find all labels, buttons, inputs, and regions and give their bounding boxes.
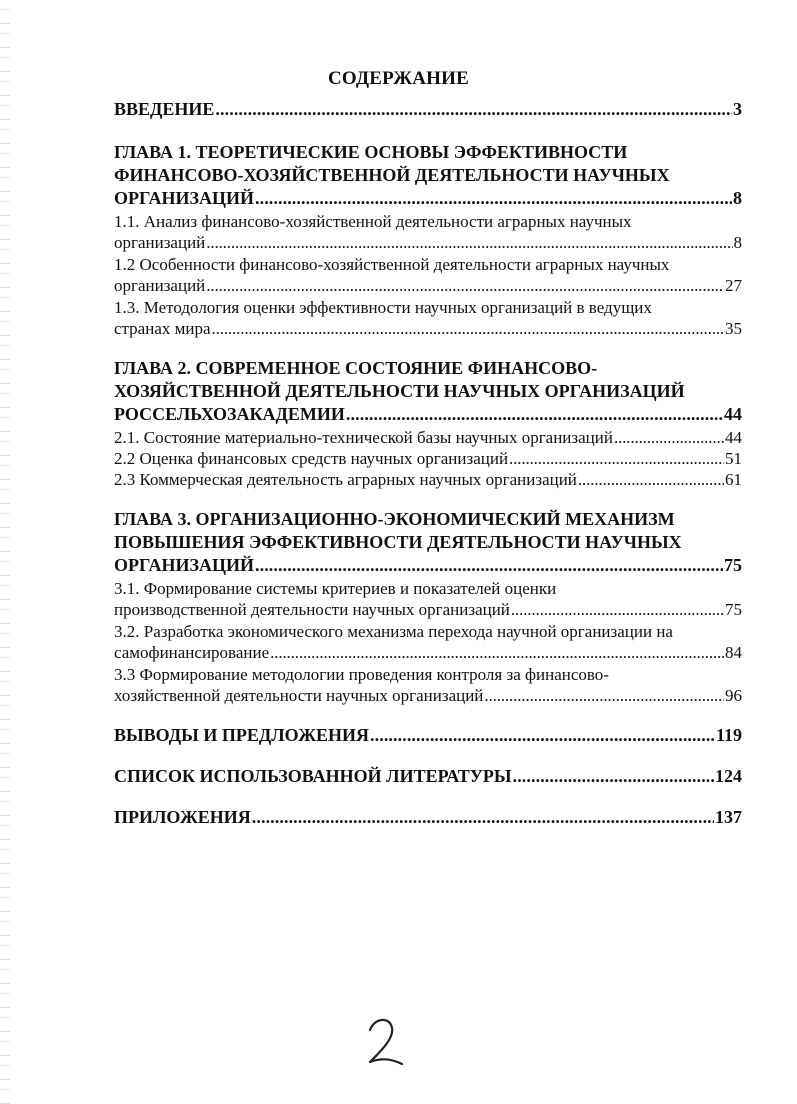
toc-chapter-2[interactable]	[114, 357, 742, 426]
dot-leader	[614, 427, 724, 448]
chapter-heading-line: РОССЕЛЬХОЗАКАДЕМИИ	[114, 404, 345, 424]
dot-leader	[578, 469, 724, 490]
toc-page-number: 8	[733, 188, 742, 208]
toc-section-2-3[interactable]	[114, 469, 742, 490]
toc-section-3-1[interactable]	[114, 578, 742, 620]
toc-chapter-3[interactable]	[114, 508, 742, 577]
toc-section-1-3[interactable]	[114, 297, 742, 339]
dot-leader	[206, 232, 732, 253]
toc-chapter-1[interactable]	[114, 141, 742, 210]
section-title-line: 2.3 Коммерческая деятельность аграрных научных организаций	[114, 470, 577, 489]
chapter-heading-line: ХОЗЯЙСТВЕННОЙ ДЕЯТЕЛЬНОСТИ НАУЧНЫХ ОРГАНИЗАЦИЙ	[114, 381, 685, 401]
toc-page-number: 84	[725, 643, 742, 662]
toc-title: СОДЕРЖАНИЕ	[328, 68, 469, 89]
toc-entry-intro[interactable]	[114, 98, 742, 121]
chapter-heading-line: ФИНАНСОВО-ХОЗЯЙСТВЕННОЙ ДЕЯТЕЛЬНОСТИ НАУЧНЫХ	[114, 165, 670, 185]
dot-leader	[484, 685, 724, 706]
dot-leader	[513, 765, 714, 788]
section-title-line: 1.1. Анализ финансово-хозяйственной деятельности аграрных научных	[114, 212, 632, 231]
section-title-line: 3.2. Разработка экономического механизма перехода научной организации на	[114, 622, 673, 641]
dot-leader	[212, 318, 724, 339]
chapter-heading-line: ОРГАНИЗАЦИЙ	[114, 188, 254, 208]
toc-section-2-2[interactable]	[114, 448, 742, 469]
section-title-line: 2.1. Состояние материально-технической базы научных организаций	[114, 428, 613, 447]
toc-page-number: 44	[725, 428, 742, 447]
section-title-line: 3.3 Формирование методологии проведения контроля за финансово-	[114, 665, 609, 684]
toc-page-number: 119	[715, 725, 742, 745]
dot-leader	[346, 403, 723, 426]
dot-leader	[255, 554, 723, 577]
dot-leader	[206, 275, 724, 296]
chapter-heading-line: ГЛАВА 2. СОВРЕМЕННОЕ СОСТОЯНИЕ ФИНАНСОВО-	[114, 358, 598, 378]
toc-page-number: 44	[724, 404, 742, 424]
section-title-line: самофинансирование	[114, 643, 270, 662]
dot-leader	[509, 448, 724, 469]
toc-page-number: 75	[725, 600, 742, 619]
section-title-line: 2.2 Оценка финансовых средств научных организаций	[114, 449, 509, 468]
toc-section-3-2[interactable]	[114, 621, 742, 663]
toc-page-number: 61	[725, 470, 742, 489]
table-of-contents	[114, 98, 742, 829]
section-title-line: организаций	[114, 276, 206, 295]
toc-entry-appendix[interactable]	[114, 806, 742, 829]
scan-edge-noise	[0, 0, 10, 1104]
section-title-line: хозяйственной деятельности научных организаций	[114, 686, 484, 705]
dot-leader	[252, 806, 714, 829]
toc-page-number: 3	[733, 99, 742, 119]
toc-entry-conclusions[interactable]	[114, 724, 742, 747]
toc-page-number: 35	[725, 319, 742, 338]
toc-page-number: 27	[725, 276, 742, 295]
toc-section-3-3[interactable]	[114, 664, 742, 706]
dot-leader	[255, 187, 732, 210]
toc-page-number: 51	[725, 449, 742, 468]
toc-entry-label: ПРИЛОЖЕНИЯ	[114, 807, 251, 827]
section-title-line: организаций	[114, 233, 206, 252]
section-title-line: 3.1. Формирование системы критериев и показателей оценки	[114, 579, 557, 598]
toc-section-2-1[interactable]	[114, 427, 742, 448]
section-title-line: странах мира	[114, 319, 211, 338]
toc-entry-label: ВВЕДЕНИЕ	[114, 99, 215, 119]
toc-entry-label: ВЫВОДЫ И ПРЕДЛОЖЕНИЯ	[114, 725, 370, 745]
section-title-line: производственной деятельности научных организаций	[114, 600, 510, 619]
dot-leader	[370, 724, 715, 747]
dot-leader	[511, 599, 724, 620]
chapter-heading-line: ПОВЫШЕНИЯ ЭФФЕКТИВНОСТИ ДЕЯТЕЛЬНОСТИ НАУЧНЫХ	[114, 532, 682, 552]
toc-entry-label: СПИСОК ИСПОЛЬЗОВАННОЙ ЛИТЕРАТУРЫ	[114, 766, 512, 786]
section-title-line: 1.2 Особенности финансово-хозяйственной деятельности аграрных научных	[114, 255, 670, 274]
toc-page-number: 8	[733, 233, 742, 252]
toc-page-number: 137	[715, 807, 742, 827]
section-title-line: 1.3. Методология оценки эффективности научных организаций в ведущих	[114, 298, 652, 317]
dot-leader	[270, 642, 724, 663]
toc-section-1-2[interactable]	[114, 254, 742, 296]
chapter-heading-line: ГЛАВА 1. ТЕОРЕТИЧЕСКИЕ ОСНОВЫ ЭФФЕКТИВНОСТИ	[114, 142, 628, 162]
chapter-heading-line: ОРГАНИЗАЦИЙ	[114, 555, 254, 575]
toc-page-number: 124	[715, 766, 742, 786]
chapter-heading-line: ГЛАВА 3. ОРГАНИЗАЦИОННО-ЭКОНОМИЧЕСКИЙ МЕХАНИЗМ	[114, 509, 675, 529]
handwritten-page-number	[360, 1012, 410, 1072]
dot-leader	[215, 98, 732, 121]
toc-page-number: 75	[724, 555, 742, 575]
toc-page-number: 96	[725, 686, 742, 705]
toc-entry-references[interactable]	[114, 765, 742, 788]
toc-section-1-1[interactable]	[114, 211, 742, 253]
